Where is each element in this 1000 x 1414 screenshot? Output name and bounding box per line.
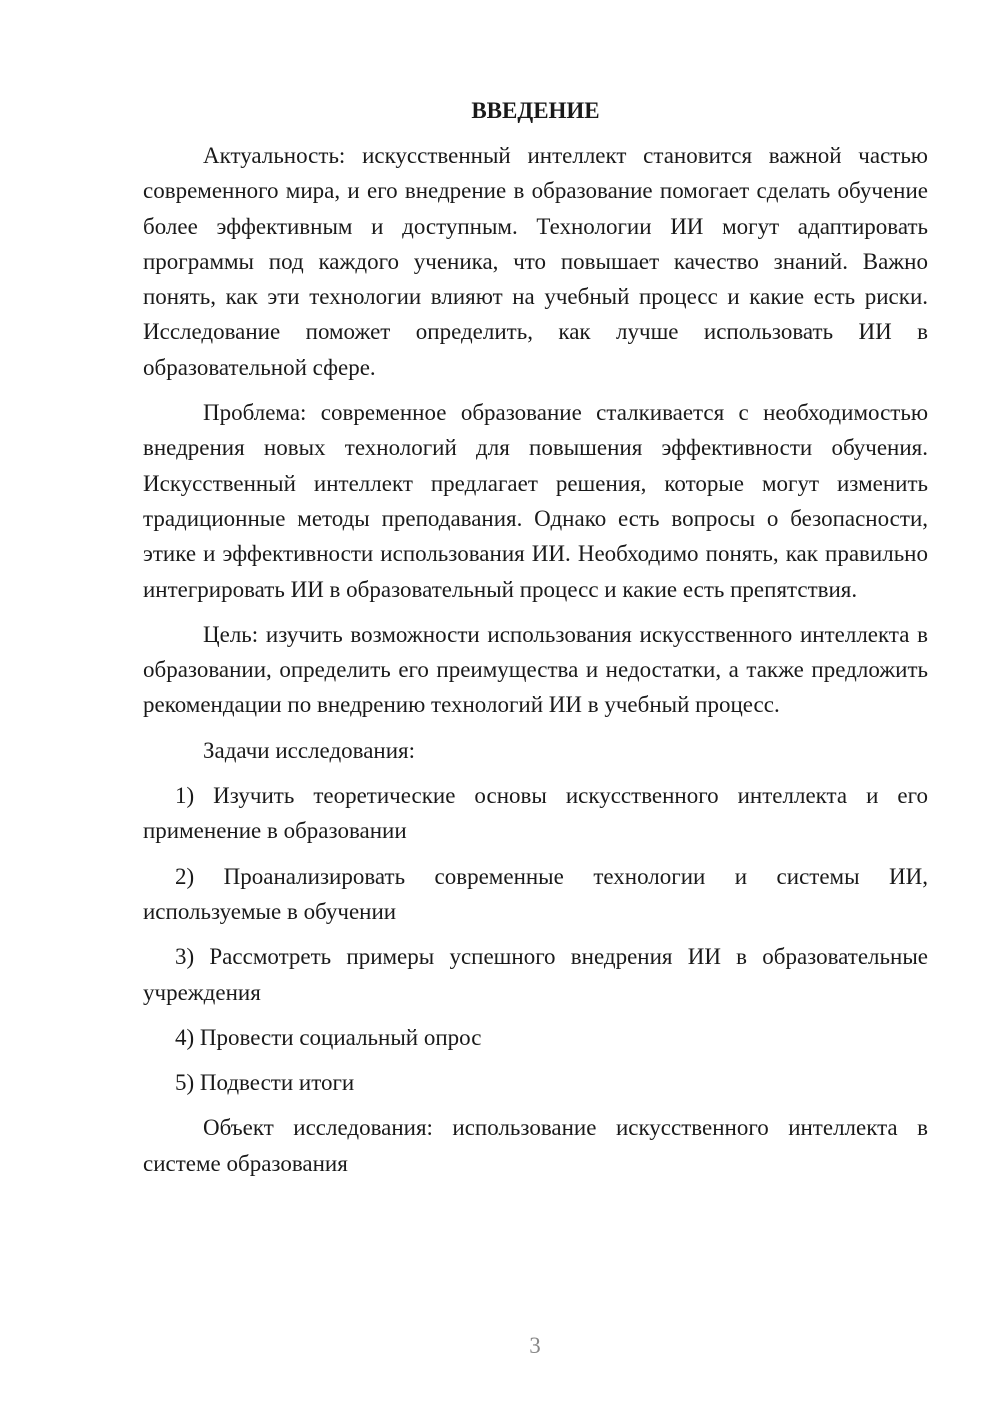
tasks-heading: Задачи исследования: xyxy=(203,737,416,763)
goal-paragraph: Цель: изучить возможности использования искусственного интеллекта в образовании, определить его преимущества и недостатки, а также предложить рекомендации по внедрению технологий ИИ в учебный процесс. xyxy=(143,621,928,718)
page-title: ВВЕДЕНИЕ xyxy=(471,98,600,123)
relevance-paragraph: Актуальность: искусственный интеллект становится важной частью современного мира, и его внедрение в образование помогает сделать обучение более эффективным и доступным. Технологии ИИ могут адаптировать программы под каждого ученика, что повышает качество знаний. Важно понять, как эти технологии влияют на учебный процесс и какие есть риски. Исследование поможет определить, как лучше использовать ИИ в образовательной сфере. xyxy=(143,143,928,380)
page-content xyxy=(143,93,928,1191)
problem-paragraph: Проблема: современное образование сталкивается с необходимостью внедрения новых технологий для повышения эффективности обучения. Искусственный интеллект предлагает решения, которые могут изменить традиционные методы преподавания. Однако есть вопросы о безопасности, этике и эффективности использования ИИ. Необходимо понять, как правильно интегрировать ИИ в образовательный процесс и какие есть препятствия. xyxy=(143,400,928,602)
task-item-1: 1) Изучить теоретические основы искусственного интеллекта и его применение в образовании xyxy=(143,783,928,844)
page-number: 3 xyxy=(529,1333,541,1358)
task-item-5: 5) Подвести итоги xyxy=(175,1070,355,1096)
task-item-2: 2) Проанализировать современные технологии и системы ИИ, используемые в обучении xyxy=(143,863,928,924)
task-item-4: 4) Провести социальный опрос xyxy=(175,1024,482,1050)
task-item-3: 3) Рассмотреть примеры успешного внедрения ИИ в образовательные учреждения xyxy=(143,944,928,1005)
object-paragraph: Объект исследования: использование искусственного интеллекта в системе образования xyxy=(143,1115,928,1176)
